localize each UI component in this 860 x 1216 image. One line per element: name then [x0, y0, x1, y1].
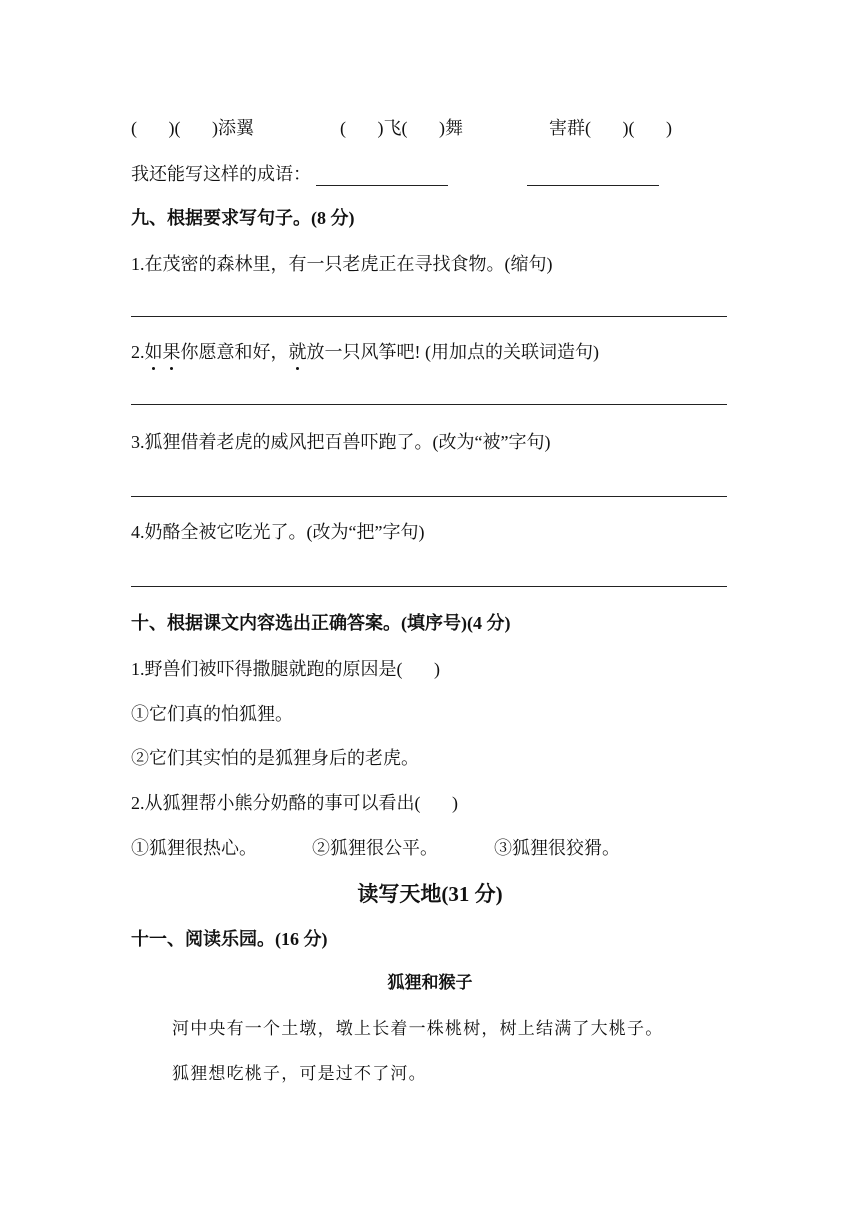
q2-text-end: 放一只风筝吧! (用加点的关联词造句): [306, 342, 599, 362]
section10-title: 十、根据课文内容选出正确答案。(填序号)(4 分): [131, 613, 511, 633]
section11-title: 十一、阅读乐园。(16 分): [131, 929, 328, 949]
section10-q2-option1: ①狐狸很热心。: [131, 838, 257, 858]
section10-q1-option2: ②它们其实怕的是狐狸身后的老虎。: [131, 748, 419, 768]
story-paragraph-2: 狐狸想吃桃子，可是过不了河。: [172, 1064, 427, 1084]
section9-q4: 4.奶酪全被它吃光了。(改为“把”字句): [131, 522, 425, 542]
answer-line-q3[interactable]: [131, 496, 727, 497]
section10-q1-option1: ①它们真的怕狐狸。: [131, 704, 293, 724]
section9-title: 九、根据要求写句子。(8 分): [131, 208, 355, 228]
idiom-blank-1[interactable]: ( )( )添翼: [131, 118, 254, 138]
dotted-char-jiu: 就: [288, 342, 307, 362]
answer-line-q4[interactable]: [131, 586, 727, 587]
answer-line-q2[interactable]: [131, 404, 727, 405]
idiom-blank-3[interactable]: 害群( )( ): [549, 118, 672, 138]
section10-q2-option2: ②狐狸很公平。: [312, 838, 438, 858]
idiom-blank-2[interactable]: ( )飞( )舞: [340, 118, 463, 138]
part-title: 读写天地(31 分): [357, 882, 503, 906]
section9-q1: 1.在茂密的森林里，有一只老虎正在寻找食物。(缩句): [131, 254, 553, 274]
section9-q3: 3.狐狸借着老虎的威风把百兽吓跑了。(改为“被”字句): [131, 432, 551, 452]
idiom-answer-line-1[interactable]: [316, 167, 448, 186]
q2-text-mid: 你愿意和好，: [180, 342, 289, 362]
dotted-char-ru: 如: [144, 342, 163, 362]
more-idioms-row: [131, 162, 659, 186]
answer-line-q1[interactable]: [131, 316, 727, 317]
section9-q2: [131, 340, 599, 364]
story-title: 狐狸和猴子: [387, 973, 473, 993]
more-idioms-label: 我还能写这样的成语：: [131, 164, 311, 184]
section10-q1[interactable]: 1.野兽们被吓得撒腿就跑的原因是( ): [131, 659, 440, 679]
idiom-answer-line-2[interactable]: [527, 167, 659, 186]
section10-q2-option3: ③狐狸很狡猾。: [494, 838, 620, 858]
section10-q2[interactable]: 2.从狐狸帮小熊分奶酪的事可以看出( ): [131, 793, 458, 813]
dotted-char-guo: 果: [162, 342, 181, 362]
story-paragraph-1: 河中央有一个土墩，墩上长着一株桃树，树上结满了大桃子。: [172, 1019, 664, 1039]
q2-number: 2.: [131, 342, 145, 362]
